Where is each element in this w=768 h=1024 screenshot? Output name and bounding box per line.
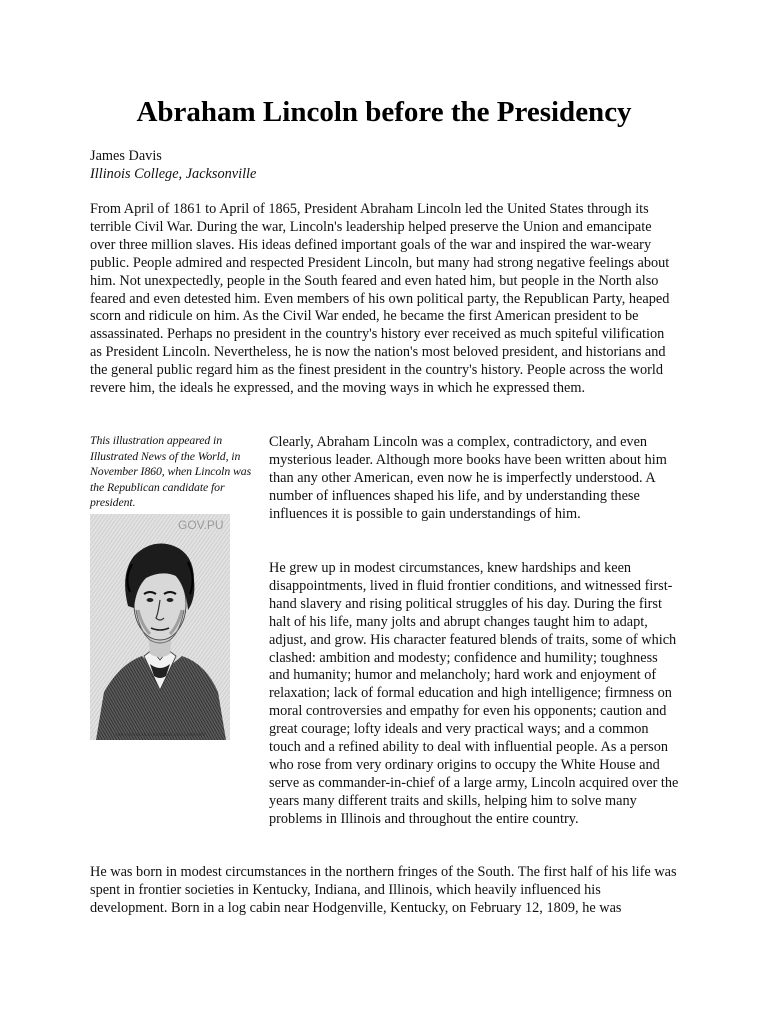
figure xyxy=(90,433,262,740)
lincoln-portrait-image xyxy=(90,514,230,740)
figure-caption: This illustration appeared in Illustrated News of the World, in November I860, when Lincoln was the Republican candidate for president. xyxy=(90,433,252,509)
body-paragraph-4: He was born in modest circumstances in the northern fringes of the South. The first half of his life was spent in frontier societies in Kentucky, Indiana, and Illinois, which heavily influenced his development. Born in a log cabin near Hodgenville, Kentucky, on February 12, 1809, he was xyxy=(90,864,677,916)
engraving-legend: ABRAM LINCOLN, REPUBLICAN CANDIDATE xyxy=(114,731,206,737)
author-name: James Davis xyxy=(90,148,162,164)
body-paragraph-2: Clearly, Abraham Lincoln was a complex, contradictory, and even mysterious leader. Although more books have been written about him than any other American, even now he is imperfectly understood. A number of influences shaped his life, and by understanding these influences it is possible to gain understandings of him. xyxy=(269,434,667,522)
watermark-stamp: GOV.PU xyxy=(178,517,224,532)
byline xyxy=(90,147,256,183)
body-paragraph-3: He grew up in modest circumstances, knew hardships and keen disappointments, lived in fluid frontier conditions, and witnessed first-hand slavery and rising political struggles of his day. During the first halt of his life, many jolts and abrupt changes taught him to adapt, adjust, and grow. His character featured blends of traits, some of which clashed: ambition and modesty; confidence and humility; toughness and humanity; humor and melancholy; hard work and enjoyment of relaxation; lack of formal education and high intelligence; firmness on moral controversies and empathy for even his opponents; caution and great courage; lofty ideals and very practical ways; and a common touch and a refined ability to deal with influential people. As a person who rose from very ordinary origins to occupy the White House and serve as commander-in-chief of a large army, Lincoln acquired over the years many different traits and skills, helping him to solve many problems in Illinois and throughout the entire country. xyxy=(269,560,679,827)
intro-paragraph: From April of 1861 to April of 1865, President Abraham Lincoln led the United States through its terrible Civil War. During the war, Lincoln's leadership helped preserve the Union and emancipate over three million slaves. His ideas defined important goals of the war and inspired the war-weary public. People admired and respected President Lincoln, but many had strong negative feelings about him. Not unexpectedly, people in the South feared and even hated him, but people in the North also feared and even detested him. Even members of his own political party, the Republican Party, heaped scorn and ridicule on him. As the Civil War ended, he became the first American president to be assassinated. Perhaps no president in the country's history ever received as much spiteful vilification as President Lincoln. Nevertheless, he is now the nation's most beloved president, and historians and the general public regard him as the finest president in the country's history. People across the world revere him, the ideals he expressed, and the moving ways in which he expressed them. xyxy=(90,201,670,397)
author-affiliation: Illinois College, Jacksonville xyxy=(90,166,257,182)
article-title: Abraham Lincoln before the Presidency xyxy=(136,96,632,128)
